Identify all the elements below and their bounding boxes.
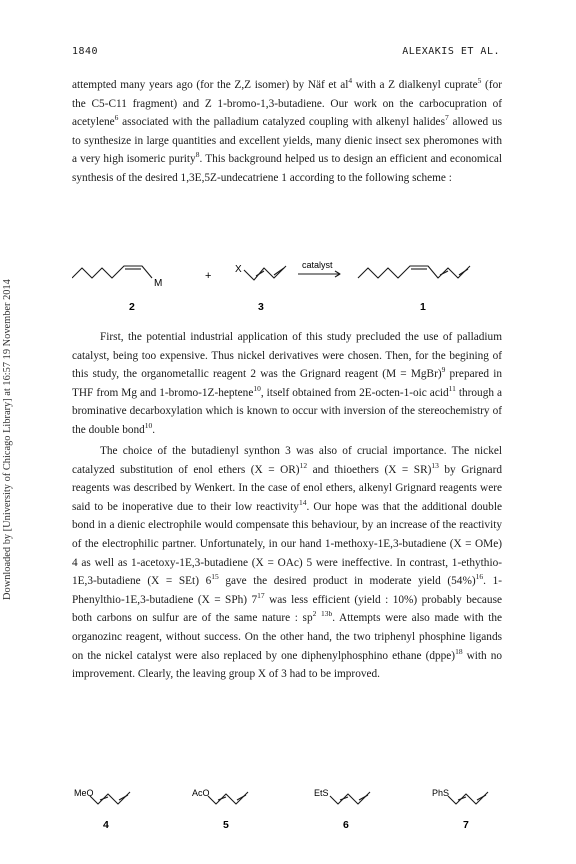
compound-4-structure <box>90 792 130 804</box>
catalyst-label: catalyst <box>302 260 333 270</box>
compound-2-structure <box>72 266 152 278</box>
compound-label-4: 4 <box>103 819 109 831</box>
text-run: . <box>152 423 156 436</box>
reference-marker: 6 <box>114 113 119 123</box>
metal-symbol: M <box>154 278 163 289</box>
running-header <box>72 46 500 60</box>
paragraph-intro <box>72 76 502 188</box>
text-run: . 1-Phenylthio-1E,3-butadiene (X = SPh) 7 <box>72 575 503 606</box>
group-ets: EtS <box>314 788 329 798</box>
text-run: allowed us to synthesize in large quantities and excellent yields, many dienic insect sex pheromones with a very high isomeric purity <box>72 116 502 166</box>
text-run: The choice of the butadienyl synthon 3 was also of crucial importance. The nickel catalyzed substitution of enol ethers (X = OR) <box>72 445 502 476</box>
reaction-scheme-drawing <box>72 254 504 320</box>
text-run: gave the desired product in moderate yield (54%) <box>218 575 476 588</box>
text-run: prepared in THF from Mg and 1-bromo-1Z-heptene <box>72 368 502 399</box>
compound-label-6: 6 <box>343 819 349 831</box>
reference-marker: 2 <box>312 609 317 619</box>
download-note-margin <box>0 0 22 864</box>
reference-marker: 8 <box>195 150 200 160</box>
compound-label-1: 1 <box>420 301 426 313</box>
text-run: First, the potential industrial application of this study precluded the use of palladium catalyst, being too expensive. Thus nickel derivatives were chosen. Then, for the begining of this study, the organometallic reagent 2 was the Grignard reagent (M = MgBr) <box>72 331 502 381</box>
download-note: Downloaded by [University of Chicago Library] at 16:57 19 November 2014 <box>2 279 13 600</box>
leaving-group-x: X <box>235 264 242 275</box>
reference-marker: 14 <box>298 498 307 508</box>
text-run: (for the C5-C11 fragment) and Z 1-bromo-1,3-butadiene. Our work on the carbocupration of acetylene <box>72 79 502 129</box>
paragraph-butadienyl-synthon <box>72 442 502 684</box>
text-run: . Attempts were also made with the organozinc reagent, without success. On the other hand, the two triphenyl phosphine ligands on the nickel catalyst were also replaced by one diphenylphosphino ethane (dppe) <box>72 612 503 662</box>
reference-marker: 16 <box>475 572 484 582</box>
text-run: through a brominative decarboxylation which is known to occur with inversion of the stereochemistry of the double bond <box>72 386 502 436</box>
reference-marker: 13 <box>431 460 439 470</box>
compound-1-structure <box>358 266 470 278</box>
text-run: with a Z dialkenyl cuprate <box>352 79 478 91</box>
group-meo: MeO <box>74 788 94 798</box>
compound-label-7: 7 <box>463 819 469 831</box>
compound-label-5: 5 <box>223 819 229 831</box>
plus-sign: + <box>205 270 212 282</box>
text-run: with no improvement. Clearly, the leaving group X of 3 had to be improved. <box>72 649 502 681</box>
compound-5-structure <box>208 792 248 804</box>
compound-3-structure <box>244 266 286 280</box>
reference-marker: 13b <box>320 609 333 619</box>
text-run: . This background helped us to design an efficient and economical synthesis of the desired 1,3E,5Z-undecatriene 1 according to the following scheme : <box>72 153 502 184</box>
reaction-scheme <box>72 254 504 320</box>
reference-marker: 11 <box>448 384 456 394</box>
text-run: by Grignard reagents was described by Wenkert. In the case of enol ethers, alkenyl Grignard reagents were said to be inoperative due to their low reactivity <box>72 463 502 513</box>
reference-marker: 17 <box>257 590 265 600</box>
reference-marker: 5 <box>477 76 482 86</box>
group-aco: AcO <box>192 788 210 798</box>
synthon-structures <box>72 788 504 836</box>
reference-marker: 18 <box>455 646 463 656</box>
text-run: was less efficient (yield : 10%) probably because both carbons on sulfur are of the same nature : sp <box>72 593 502 625</box>
compound-6-structure <box>330 792 370 804</box>
text-run: associated with the palladium catalyzed coupling with alkenyl halides <box>118 116 445 129</box>
text-run: . Our hope was that the additional double bond in a dienic electrophile would compensate this behaviour, by an increase of the reactivity of the electrophilic partner. Unfortunately, in our hand 1-methoxy-1E,3-butadiene (X = OMe) 4 as well as 1-acetoxy-1E,3-butadiene (X = OAc) 5 were ineffective. In contrast, 1-ethythio-1E,3-butadiene (X = SEt) 6 <box>72 500 502 588</box>
reference-marker: 9 <box>441 365 446 375</box>
text-run: , itself obtained from 2E-octen-1-oic acid <box>260 386 449 399</box>
text-run: and thioethers (X = SR) <box>307 463 432 476</box>
reference-marker: 4 <box>348 76 353 86</box>
compound-label-2: 2 <box>129 301 135 313</box>
reference-marker: 12 <box>299 460 308 470</box>
compound-7-structure <box>448 792 488 804</box>
running-head: ALEXAKIS ET AL. <box>402 46 500 57</box>
reference-marker: 10 <box>144 421 153 431</box>
synthon-structures-drawing <box>72 788 504 836</box>
text-run: attempted many years ago (for the Z,Z isomer) by Näf et al <box>72 79 349 91</box>
compound-label-3: 3 <box>258 301 264 313</box>
reference-marker: 7 <box>444 113 449 123</box>
group-phs: PhS <box>432 788 450 798</box>
reference-marker: 10 <box>253 384 261 394</box>
page-number: 1840 <box>72 46 99 57</box>
paragraph-catalyst-choice <box>72 328 502 440</box>
reference-marker: 15 <box>211 572 219 582</box>
